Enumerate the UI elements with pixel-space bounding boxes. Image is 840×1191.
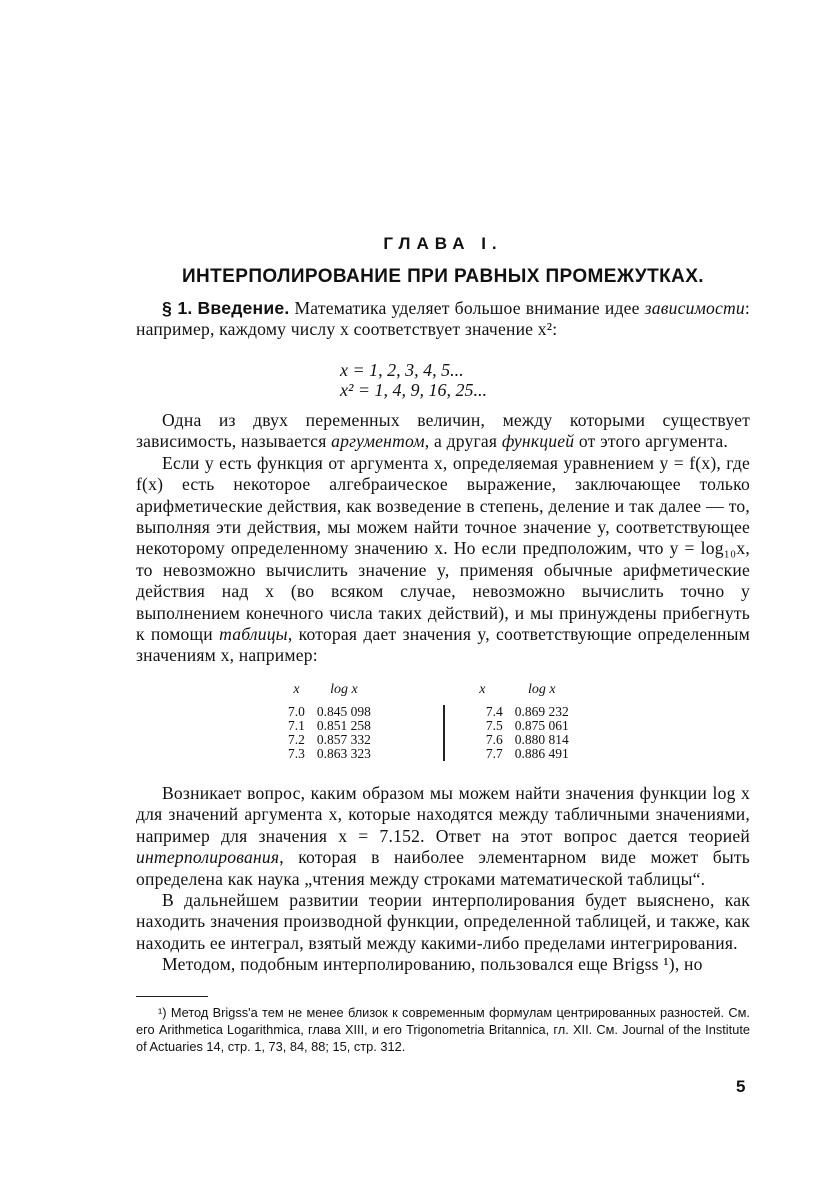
- table-cell: 0.851 258: [316, 718, 371, 733]
- page-number: 5: [736, 1077, 746, 1096]
- table-cell: 7.6: [485, 732, 503, 747]
- para4-text-1: Возникает вопрос, каким образом мы можем найти значения функции log x для значений аргумента x, которые находятся между табличными значениями, например для значения x = 7.152. Ответ на этот вопрос дается теорией: [136, 783, 750, 846]
- para2-emphasis-2: функцией: [501, 431, 575, 452]
- chapter-label: ГЛАВА I.: [383, 234, 503, 253]
- example-equations: [340, 360, 487, 400]
- table-row: [282, 719, 575, 733]
- table-cell: 0.863 323: [316, 746, 371, 761]
- table-cell: 7.0: [288, 704, 305, 719]
- section-title: Введение.: [197, 298, 290, 318]
- table-cell: 0.880 814: [514, 732, 569, 747]
- para3-text-1: Если y есть функция от аргумента x, определяемая уравнением y = f(x), где f(x) есть некоторое алгебраическое выражение, заключающее только арифметические действия, как возведение в степень, деление и так далее — то, выполняя эти действия, мы можем найти точное значение y, соответствующее некоторому определенному значению x. Но если предположим, что y = log₁₀x, то невозможно вычислить значение y, применяя обычные арифметические действия над x (во всяком случае, невозможно вычислить точно y выполнением конечного числа таких действий), и мы принуждены прибегнуть к помощи: [136, 452, 750, 645]
- paragraph-function: [136, 453, 750, 667]
- intro-text-2: : например, каждому числу x соответствует значение x²:: [136, 298, 751, 340]
- para3-emphasis: таблицы: [219, 624, 288, 645]
- table-cell: 7.3: [288, 746, 305, 761]
- log-table-header: [282, 683, 575, 705]
- para2-text-1: Одна из двух переменных величин, между которыми существует зависимость, называется: [136, 410, 750, 452]
- table-cell: 0.875 061: [514, 718, 569, 733]
- table-cell: 0.857 332: [316, 732, 371, 747]
- header-log-1: log x: [330, 682, 358, 697]
- table-cell: 7.5: [485, 718, 503, 733]
- table-cell: 7.1: [288, 718, 305, 733]
- table-cell: 0.886 491: [514, 746, 569, 761]
- paragraph-argument: [136, 410, 750, 453]
- paragraph-development: В дальнейшем развитии теории интерполирования будет выяснено, как находить значения производной функции, определенной таблицей, и также, как находить ее интеграл, взятый между какими-либо пределами интегрирования.: [136, 890, 750, 953]
- section-number: § 1.: [162, 298, 193, 318]
- header-log-2: log x: [527, 682, 556, 697]
- table-cell: 7.2: [288, 732, 305, 747]
- para3-text-2: , которая дает значения y, соответствующие определенным значениям x, например:: [136, 624, 751, 666]
- body-text-continued: [136, 783, 750, 976]
- table-cell: 0.845 098: [316, 704, 371, 719]
- body-text: [136, 410, 750, 667]
- header-x-2: x: [479, 682, 486, 697]
- para2-text-2: , а другая: [424, 431, 498, 452]
- paragraph-interpolation: [136, 783, 750, 890]
- chapter-title: ИНТЕРПОЛИРОВАНИЕ ПРИ РАВНЫХ ПРОМЕЖУТКАХ.: [182, 266, 704, 287]
- table-cell: 7.7: [485, 746, 503, 761]
- footnote-text: ¹) Метод Brigss'а тем не менее близок к современным формулам центрированных разностей. См. его Arithmetica Logarithmica, глава XIII, и его Trigonometria Britannica, гл. XII. См. Journal of the Institute of Actuaries 14, стр. 1, 73, 84, 88; 15, стр. 312.: [136, 1005, 750, 1054]
- intro-text-1: Математика уделяет большое внимание идее: [294, 298, 640, 318]
- para2-text-3: от этого аргумента.: [578, 431, 728, 452]
- table-row: [282, 747, 575, 761]
- para2-emphasis-1: аргументом: [331, 431, 425, 452]
- table-cell: 7.4: [485, 704, 503, 719]
- table-row: [282, 733, 575, 747]
- table-divider: [444, 705, 456, 761]
- equation-line-2: x² = 1, 4, 9, 16, 25...: [340, 380, 488, 400]
- section-intro: [136, 298, 750, 341]
- equation-line-1: x = 1, 2, 3, 4, 5...: [340, 360, 464, 380]
- table-cell: 0.869 232: [514, 704, 569, 719]
- table-row: [282, 705, 575, 719]
- footnote: [136, 1004, 750, 1055]
- header-x-1: x: [293, 682, 300, 697]
- footnote-rule: [136, 996, 208, 997]
- log-table: [282, 683, 575, 761]
- para4-text-2: , которая в наиболее элементарном виде может быть определена как наука „чтения между строками математической таблицы“.: [136, 847, 750, 889]
- paragraph-brigss: Методом, подобным интерполированию, пользовался еще Brigss ¹), но: [162, 954, 703, 975]
- para4-emphasis: интерполирования: [136, 847, 280, 868]
- intro-emphasis: зависимости: [644, 298, 745, 318]
